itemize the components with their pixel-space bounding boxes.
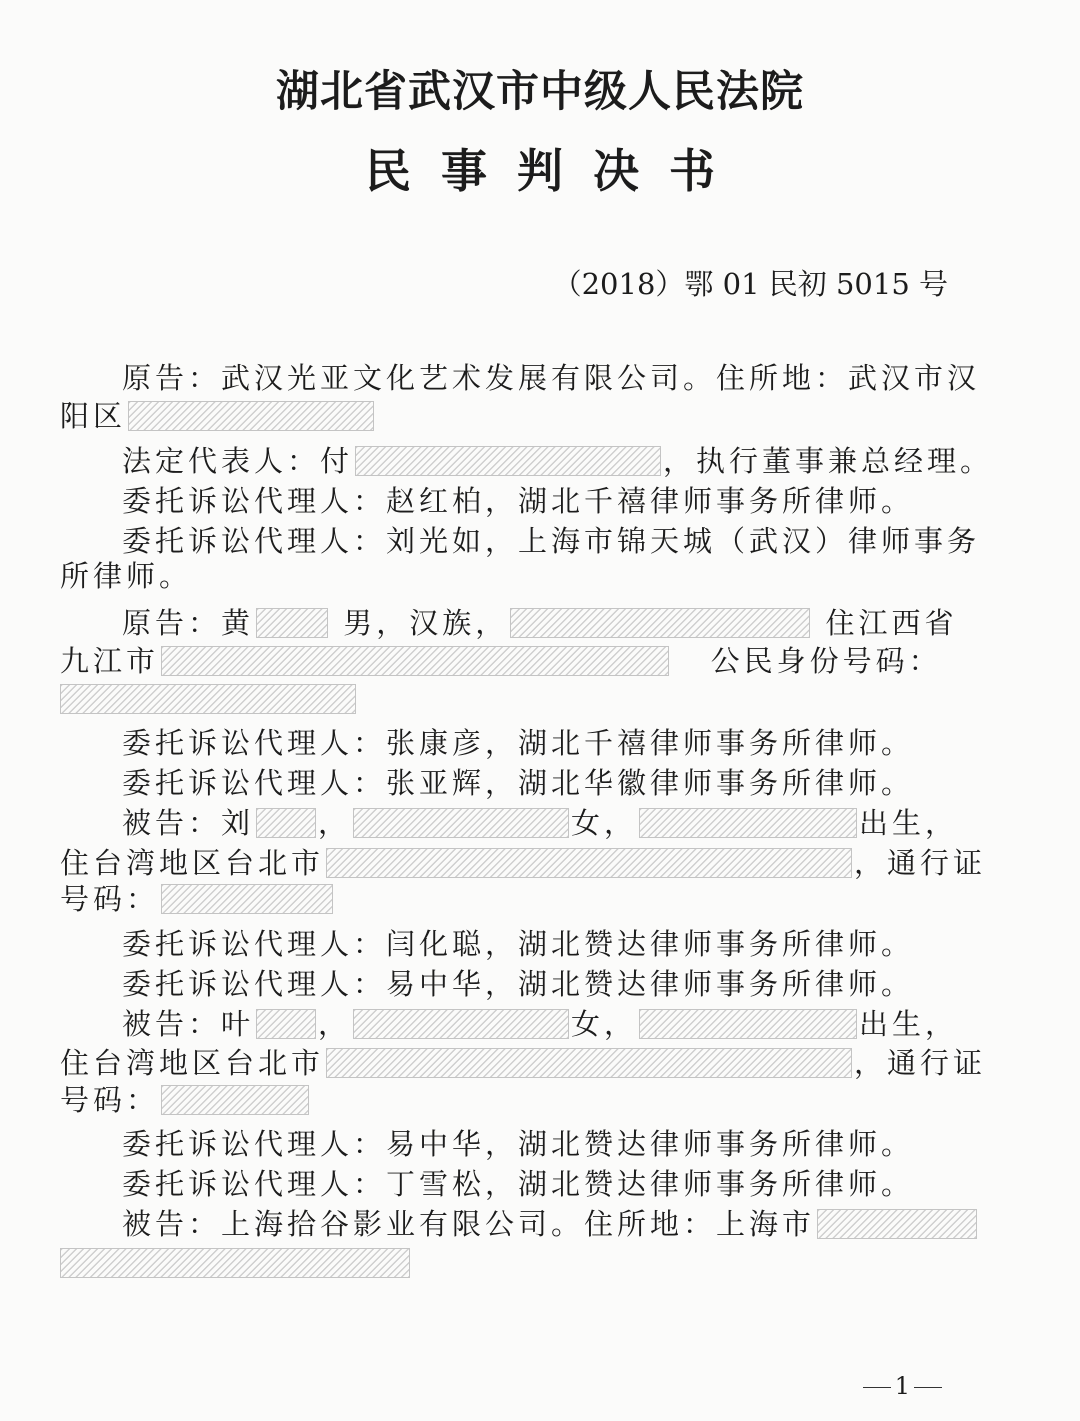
plaintiff-2-agent-2: 委托诉讼代理人：张亚辉，湖北华徽律师事务所律师。	[122, 766, 915, 800]
redaction	[256, 608, 328, 638]
plaintiff-1-line-2: 阳区	[60, 398, 376, 434]
redaction	[161, 646, 669, 676]
page-number: 1	[859, 1372, 946, 1400]
defendant-2-line-1: 被告：叶 ， 女， 出生，	[122, 1007, 959, 1041]
plaintiff-2-line-3	[60, 681, 358, 717]
defendant-3-line-1: 被告：上海拾谷影业有限公司。住所地：上海市	[122, 1206, 979, 1242]
plaintiff-2-line-1: 原告：黄 男，汉族， 住江西省	[122, 606, 958, 640]
redaction	[639, 808, 857, 838]
court-name: 湖北省武汉市中级人民法院	[276, 67, 804, 117]
redaction	[256, 1009, 316, 1039]
redaction	[161, 884, 333, 914]
defendant-1-line-3: 号码：	[60, 881, 335, 917]
defendant-2-agent-2: 委托诉讼代理人：丁雪松，湖北赞达律师事务所律师。	[122, 1167, 915, 1201]
redaction	[326, 1048, 852, 1078]
defendant-3-line-2	[60, 1245, 412, 1281]
defendant-2-line-3: 号码：	[60, 1082, 311, 1118]
redaction	[353, 808, 569, 838]
redaction	[60, 684, 356, 714]
redaction	[128, 401, 374, 431]
redaction	[817, 1209, 977, 1239]
plaintiff-2-agent-1: 委托诉讼代理人：张康彦，湖北千禧律师事务所律师。	[122, 726, 915, 760]
plaintiff-1-agent-1: 委托诉讼代理人：赵红柏，湖北千禧律师事务所律师。	[122, 484, 915, 518]
defendant-1-line-2: 住台湾地区台北市 ，通行证	[60, 846, 987, 880]
defendant-1-agent-1: 委托诉讼代理人：闫化聪，湖北赞达律师事务所律师。	[122, 927, 915, 961]
plaintiff-1-agent-2-line-2: 所律师。	[60, 559, 193, 593]
plaintiff-1-legal-rep: 法定代表人：付 ，执行董事兼总经理。	[122, 444, 994, 478]
plaintiff-1-line-1: 原告：武汉光亚文化艺术发展有限公司。住所地：武汉市汉	[122, 361, 981, 395]
redaction	[326, 848, 852, 878]
document-type-title: 民事判决书	[365, 144, 745, 198]
redaction	[256, 808, 316, 838]
defendant-1-agent-2: 委托诉讼代理人：易中华，湖北赞达律师事务所律师。	[122, 967, 915, 1001]
redaction	[353, 1009, 569, 1039]
redaction	[161, 1085, 309, 1115]
plaintiff-1-agent-2-line-1: 委托诉讼代理人：刘光如，上海市锦天城（武汉）律师事务	[122, 524, 981, 558]
redaction	[510, 608, 810, 638]
defendant-2-line-2: 住台湾地区台北市 ，通行证	[60, 1046, 987, 1080]
defendant-1-line-1: 被告：刘 ， 女， 出生，	[122, 806, 959, 840]
plaintiff-2-line-2: 九江市 公民身份号码：	[60, 644, 942, 678]
redaction	[639, 1009, 857, 1039]
redaction	[60, 1248, 410, 1278]
redaction	[355, 446, 661, 476]
defendant-2-agent-1: 委托诉讼代理人：易中华，湖北赞达律师事务所律师。	[122, 1127, 915, 1161]
case-number: （2018）鄂 01 民初 5015 号	[552, 267, 948, 301]
